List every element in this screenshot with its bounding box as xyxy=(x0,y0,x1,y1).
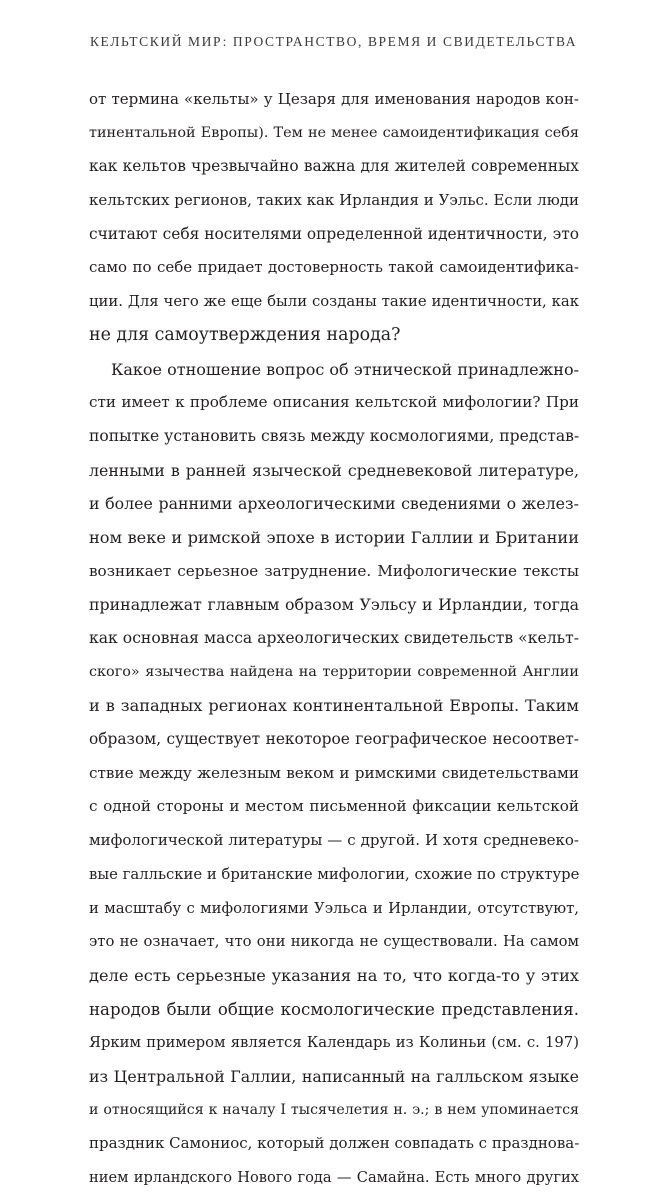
text-line: и в западных регионах континентальной Европы. Таким xyxy=(89,696,579,716)
paragraph xyxy=(89,83,579,353)
text-line: как кельтов чрезвычайно важна для жителей современных xyxy=(89,157,579,176)
text-line: кельтских регионов, таких как Ирландия и Уэльс. Если люди xyxy=(89,191,579,210)
text-line: с одной стороны и местом письменной фиксации кельтской xyxy=(89,797,579,816)
text-line: сти имеет к проблеме описания кельтской мифологии? При xyxy=(89,393,579,412)
text-line: возникает серьезное затруднение. Мифологические тексты xyxy=(89,561,579,580)
text-line: мифологической литературы — с другой. И хотя средневеко- xyxy=(89,831,579,850)
text-line: и более ранними археологическими сведениями о желез- xyxy=(89,494,579,514)
text-line: Какое отношение вопрос об этнической принадлежно- xyxy=(111,359,579,379)
text-line: ствие между железным веком и римскими свидетельствами xyxy=(89,763,579,782)
text-line: как основная масса археологических свидетельств «кельт- xyxy=(89,629,579,647)
text-line: нием ирландского Нового года — Самайна. Есть много других xyxy=(89,1169,579,1186)
text-line: образом, существует некоторое географическое несоответ- xyxy=(89,730,579,749)
text-line: праздник Самониос, который должен совпадать с празднова- xyxy=(89,1134,580,1153)
text-line: ции. Для чего же еще были созданы такие идентичности, как xyxy=(89,293,579,311)
text-line: народов были общие космологические представления. xyxy=(89,999,579,1019)
text-line: считают себя носителями определенной идентичности, это xyxy=(89,224,579,243)
text-line: и относящийся к началу I тысячелетия н. э.; в нем упоминается xyxy=(89,1101,579,1118)
text-line: ленными в ранней языческой средневековой литературе, xyxy=(89,460,579,480)
text-line: ского» язычества найдена на территории современной Англии xyxy=(89,663,579,680)
running-head: КЕЛЬТСКИЙ МИР: ПРОСТРАНСТВО, ВРЕМЯ И СВИДЕТЕЛЬСТВА xyxy=(89,34,578,49)
text-line: не для самоутверждения народа? xyxy=(89,324,401,345)
text-line: само по себе придает достоверность такой самоидентифика- xyxy=(89,258,579,277)
text-line: из Центральной Галлии, написанный на галльском языке xyxy=(89,1066,579,1086)
text-line: тинентальной Европы). Тем не менее самоидентификация себя xyxy=(89,124,579,141)
body-text xyxy=(89,83,579,1195)
paragraph xyxy=(89,353,579,1195)
text-line: Ярким примером является Календарь из Колиньи (см. с. 197) xyxy=(89,1034,579,1052)
text-line: деле есть серьезные указания на то, что когда-то у этих xyxy=(89,965,579,985)
text-line: вые галльские и британские мифологии, схожие по структуре xyxy=(89,865,580,883)
text-line: это не означает, что они никогда не существовали. На самом xyxy=(89,933,579,951)
text-line: от термина «кельты» у Цезаря для именования народов кон- xyxy=(89,90,579,108)
text-line: попытке установить связь между космологиями, представ- xyxy=(89,426,580,445)
text-line: принадлежат главным образом Уэльсу и Ирландии, тогда xyxy=(89,595,579,615)
text-line: ном веке и римской эпохе в истории Галлии и Британии xyxy=(89,527,579,547)
text-line: и масштабу с мифологиями Уэльса и Ирландии, отсутствуют, xyxy=(89,899,579,917)
